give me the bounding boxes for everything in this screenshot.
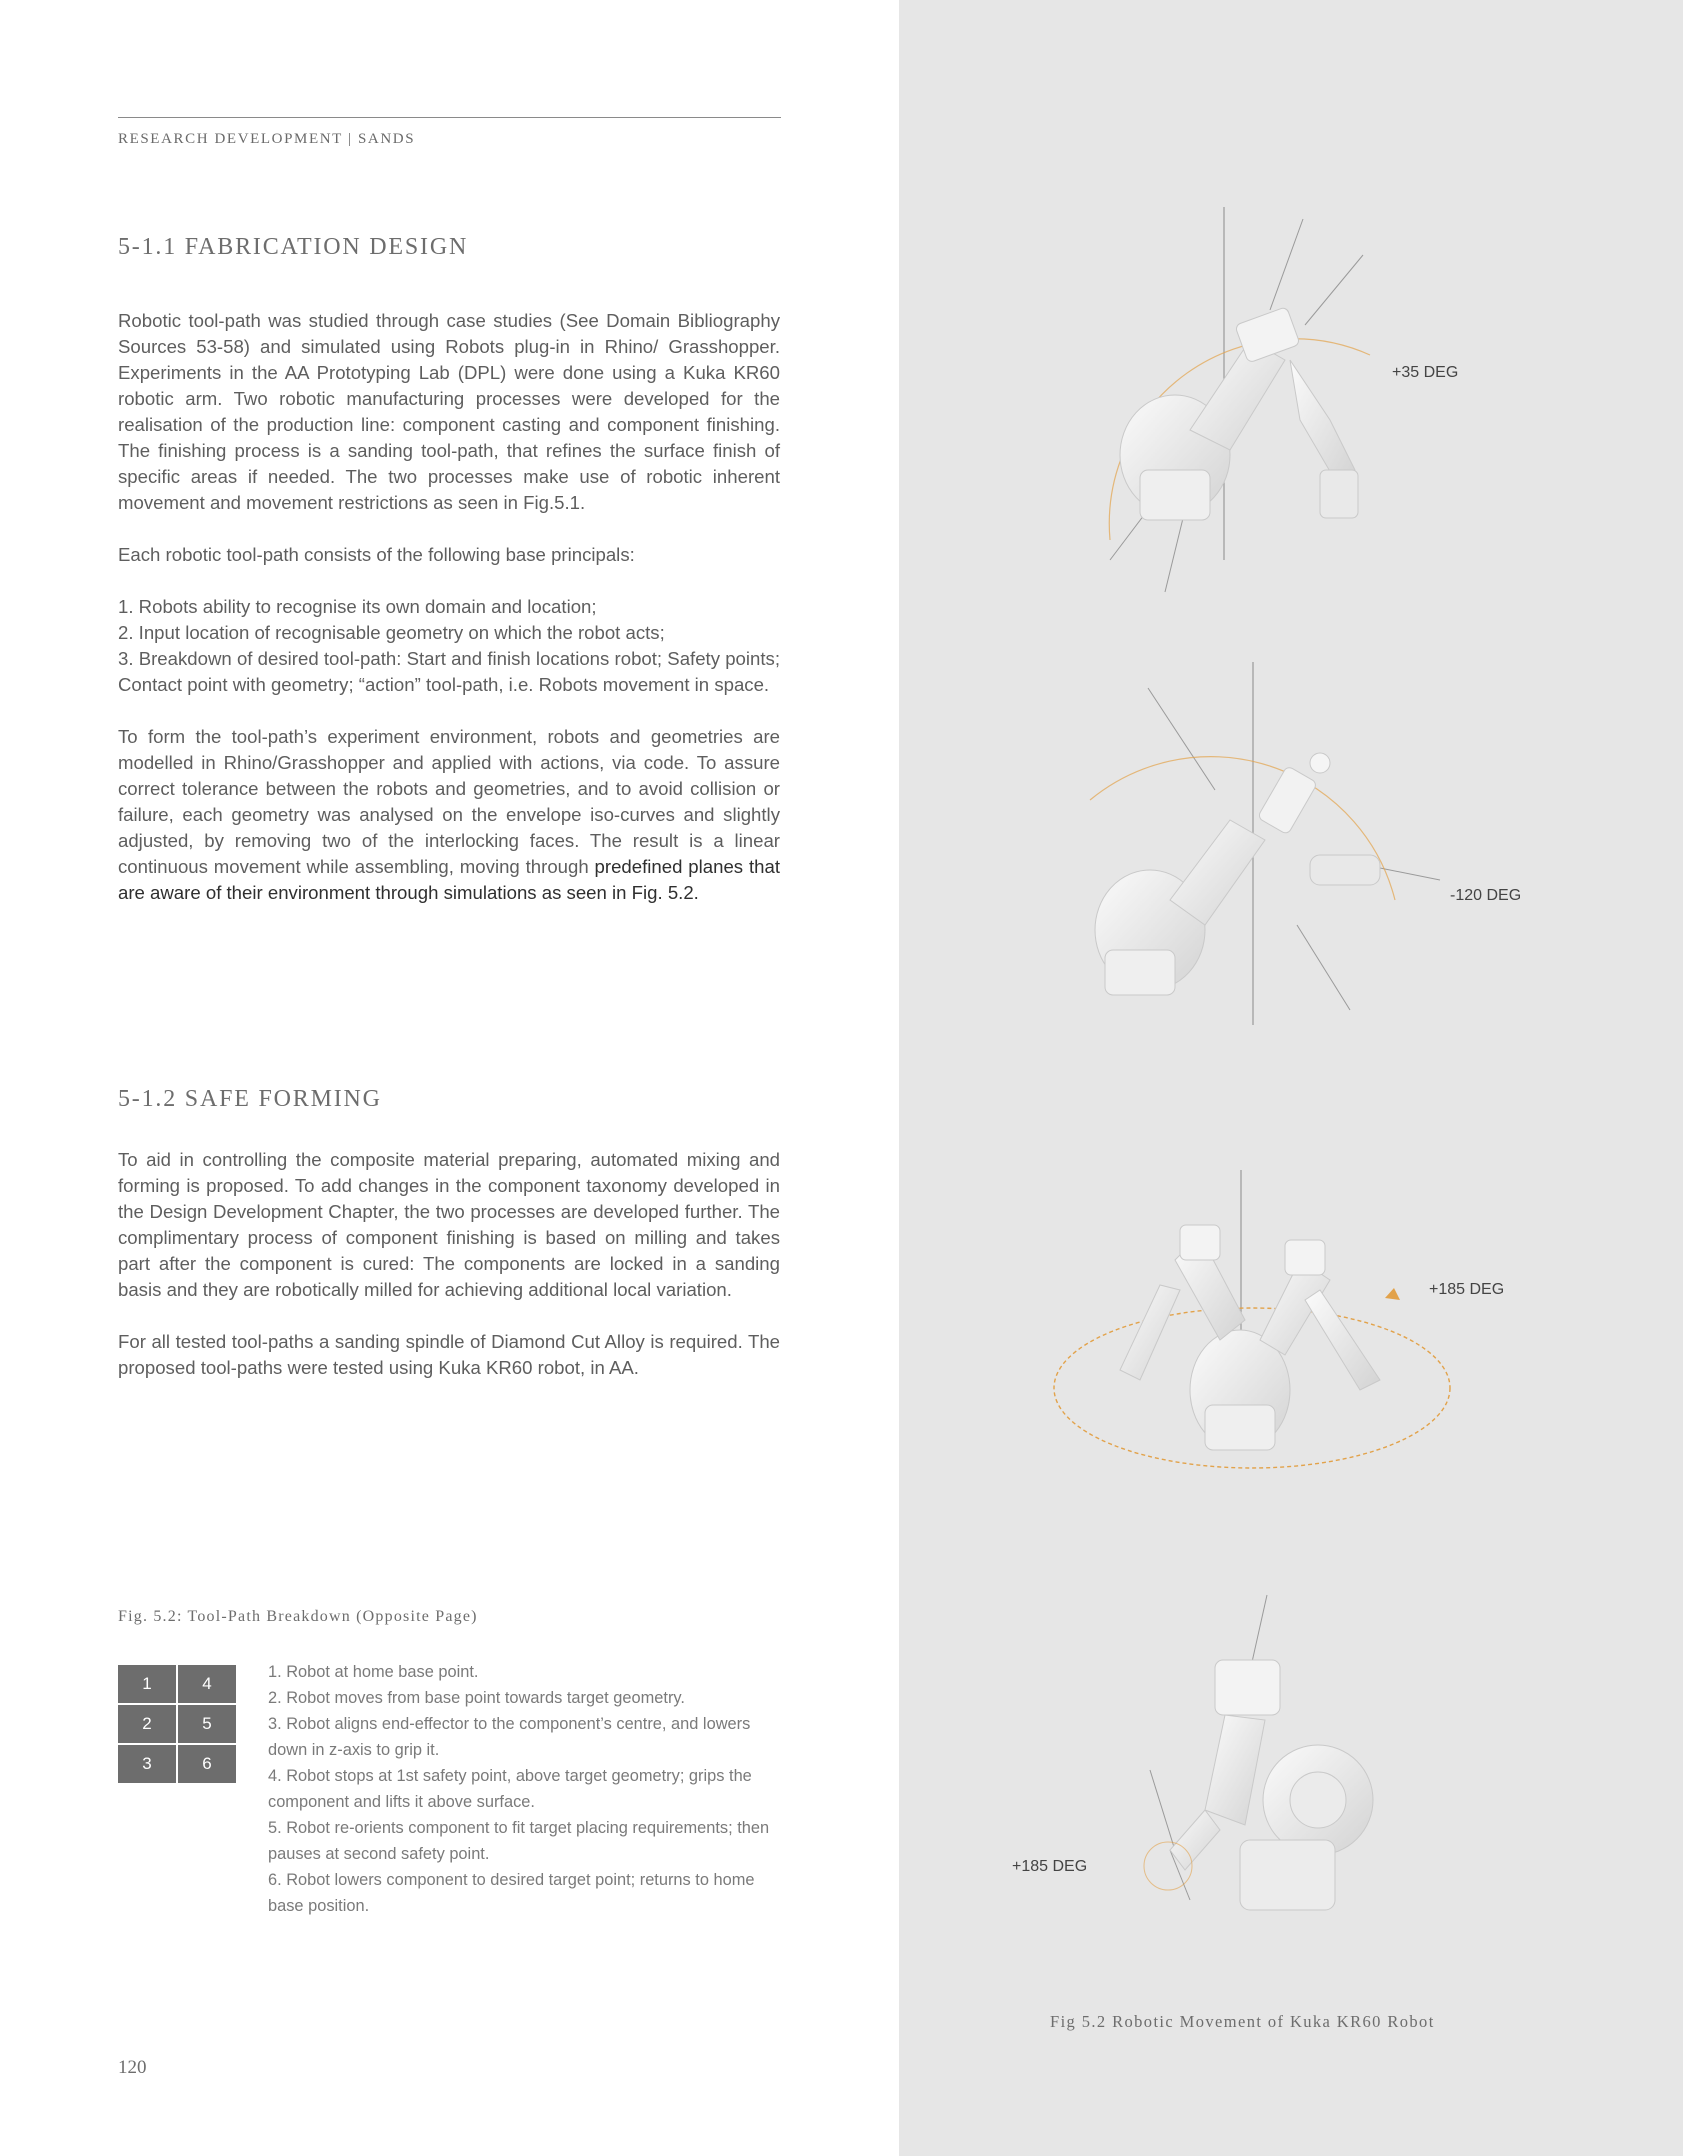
step-item: 6. Robot lowers component to desired target point; returns to home base position. xyxy=(268,1871,755,1915)
angle-label: +185 DEG xyxy=(1012,1858,1088,1875)
running-head: RESEARCH DEVELOPMENT | SANDS xyxy=(118,131,416,147)
header-rule xyxy=(118,117,781,118)
step-list xyxy=(268,1659,783,1919)
section-body-safe-forming xyxy=(118,1147,780,1407)
paragraph: To aid in controlling the composite material preparing, automated mixing and forming is proposed. To add changes in the component taxonomy developed in the Design Development Chapter, the two processes are developed further. The complimentary process of component finishing is based on milling and takes part after the component is cured: The components are locked in a sanding basis and they are robotically milled for achieving additional local variation. xyxy=(118,1149,780,1300)
figure-caption: Fig. 5.2: Tool-Path Breakdown (Opposite Page) xyxy=(118,1608,478,1625)
grid-cell: 1 xyxy=(118,1665,176,1703)
grid-cell: 4 xyxy=(178,1665,236,1703)
angle-label: +185 DEG xyxy=(1429,1281,1505,1298)
angle-label: -120 DEG xyxy=(1450,887,1522,904)
step-item: 5. Robot re-orients component to fit target placing requirements; then pauses at second safety point. xyxy=(268,1819,770,1863)
paragraph: For all tested tool-paths a sanding spindle of Diamond Cut Alloy is required. The proposed tool-paths were tested using Kuka KR60 robot, in AA. xyxy=(118,1331,780,1378)
step-item: 1. Robot at home base point. xyxy=(268,1663,479,1681)
section-body-fabrication-design xyxy=(118,308,780,932)
list-item: 1. Robots ability to recognise its own domain and location; xyxy=(118,596,597,617)
section-title-fabrication-design: 5-1.1 FABRICATION DESIGN xyxy=(118,234,469,260)
angle-label: +35 DEG xyxy=(1392,364,1459,381)
grid-cell: 6 xyxy=(178,1745,236,1783)
paragraph-part: To form the tool-path’s experiment environment, robots and geometries are modelled in Rhino/Grasshopper and applied with actions, via code. To assure correct tolerance between the robots and geometries, and to avoid collision or failure, each geometry was analysed on the envelope iso-curves and slightly adjusted, by removing two of the interlocking faces. The result is a linear continuous movement while assembling, moving through xyxy=(118,726,780,877)
list-item: 3. Breakdown of desired tool-path: Start and finish locations robot; Safety points; Contact point with geometry; “action” tool-path, i.e. Robots movement in space. xyxy=(118,648,780,695)
paragraph: Robotic tool-path was studied through case studies (See Domain Bibliography Sources 53-58) and simulated using Robots plug-in in Rhino/ Grasshopper. Experiments in the AA Prototyping Lab (DPL) were done using a Kuka KR60 robotic arm. Two robotic manufacturing processes were developed for the realisation of the production line: component casting and component finishing. The finishing process is a sanding tool-path, that refines the surface finish of specific areas if needed. The two processes make use of robotic inherent movement and movement restrictions as seen in Fig.5.1. xyxy=(118,310,780,513)
section-title-safe-forming: 5-1.2 SAFE FORMING xyxy=(118,1086,382,1112)
grid-cell: 5 xyxy=(178,1705,236,1743)
step-item: 3. Robot aligns end-effector to the component’s centre, and lowers down in z-axis to grip it. xyxy=(268,1715,751,1759)
image-panel xyxy=(899,0,1683,2156)
list-item: 2. Input location of recognisable geometry on which the robot acts; xyxy=(118,622,665,643)
paragraph-part: predefined planes that are aware of their environment through simulations as seen in Fig. 5.2. xyxy=(118,856,780,903)
step-grid-key xyxy=(118,1665,236,1783)
page-number: 120 xyxy=(118,2057,147,2078)
paragraph: Each robotic tool-path consists of the following base principals: xyxy=(118,544,635,565)
image-panel-caption: Fig 5.2 Robotic Movement of Kuka KR60 Robot xyxy=(1050,2012,1435,2031)
grid-cell: 2 xyxy=(118,1705,176,1743)
step-item: 4. Robot stops at 1st safety point, above target geometry; grips the component and lifts it above surface. xyxy=(268,1767,752,1811)
grid-cell: 3 xyxy=(118,1745,176,1783)
step-item: 2. Robot moves from base point towards target geometry. xyxy=(268,1689,685,1707)
paragraph xyxy=(118,724,780,906)
